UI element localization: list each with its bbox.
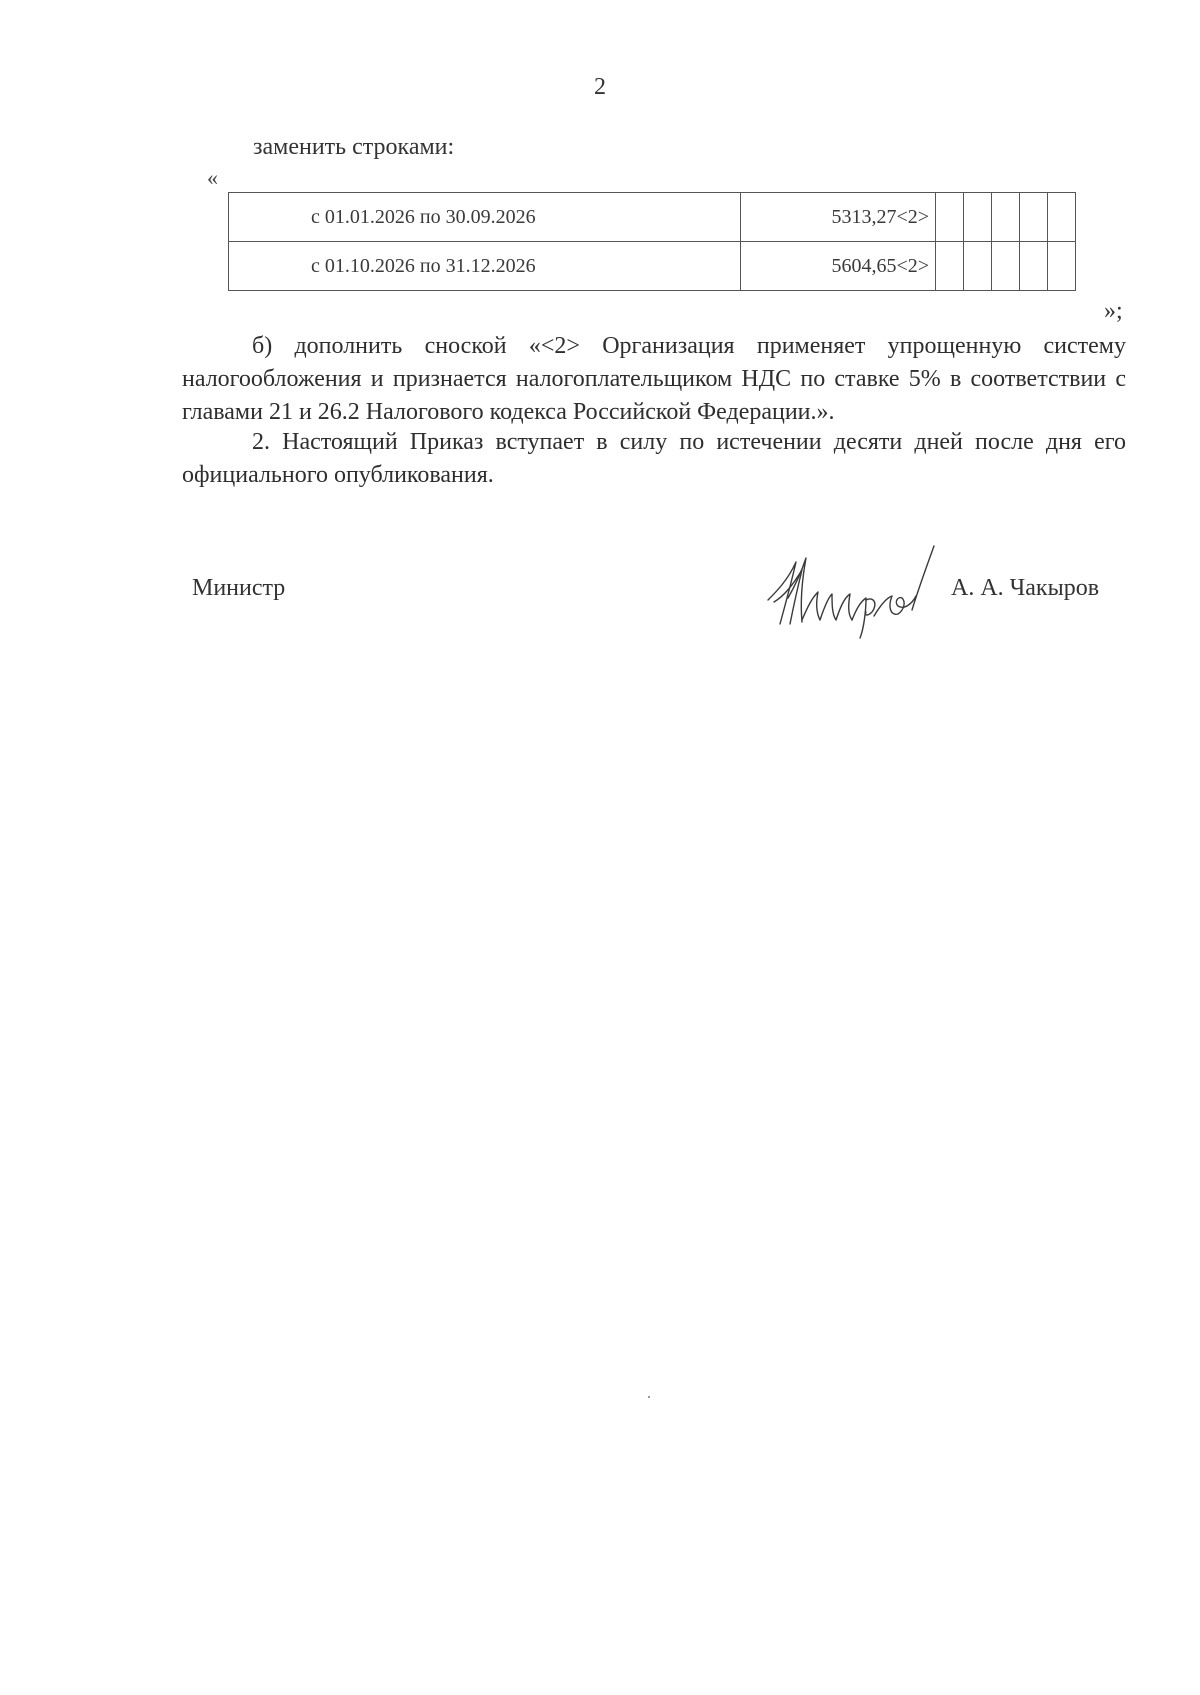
empty-cell <box>964 193 992 242</box>
empty-cell <box>964 242 992 291</box>
paragraph-2-effective-date: 2. Настоящий Приказ вступает в силу по истечении десяти дней после дня его официального опубликования. <box>182 429 1126 488</box>
empty-cell <box>936 193 964 242</box>
empty-cell <box>1020 193 1048 242</box>
empty-cell <box>1048 242 1076 291</box>
close-quote: »; <box>1104 298 1123 324</box>
intro-text: заменить строками: <box>253 134 455 160</box>
empty-cell <box>992 242 1020 291</box>
price-cell: 5313,27<2> <box>741 193 936 242</box>
period-cell: с 01.10.2026 по 31.12.2026 <box>229 242 741 291</box>
paragraph-b-footnote: б) дополнить сноской «<2> Организация применяет упрощенную систему налогообложения и признается налогоплательщиком НДС по ставке 5% в соответствии с главами 21 и 26.2 Налогового кодекса Российской Федерации.». <box>182 333 1126 425</box>
empty-cell <box>1048 193 1076 242</box>
replacement-rows-table <box>228 192 1076 291</box>
signatory-title: Министр <box>192 575 286 601</box>
open-quote: « <box>207 165 218 190</box>
empty-cell <box>1020 242 1048 291</box>
empty-cell <box>992 193 1020 242</box>
table-row <box>229 193 1076 242</box>
handwritten-signature <box>762 540 942 640</box>
period-cell: с 01.01.2026 по 30.09.2026 <box>229 193 741 242</box>
empty-cell <box>936 242 964 291</box>
table-row <box>229 242 1076 291</box>
scan-speck <box>648 1396 650 1398</box>
signatory-name: А. А. Чакыров <box>951 575 1100 601</box>
price-cell: 5604,65<2> <box>741 242 936 291</box>
page-number: 2 <box>594 74 606 100</box>
